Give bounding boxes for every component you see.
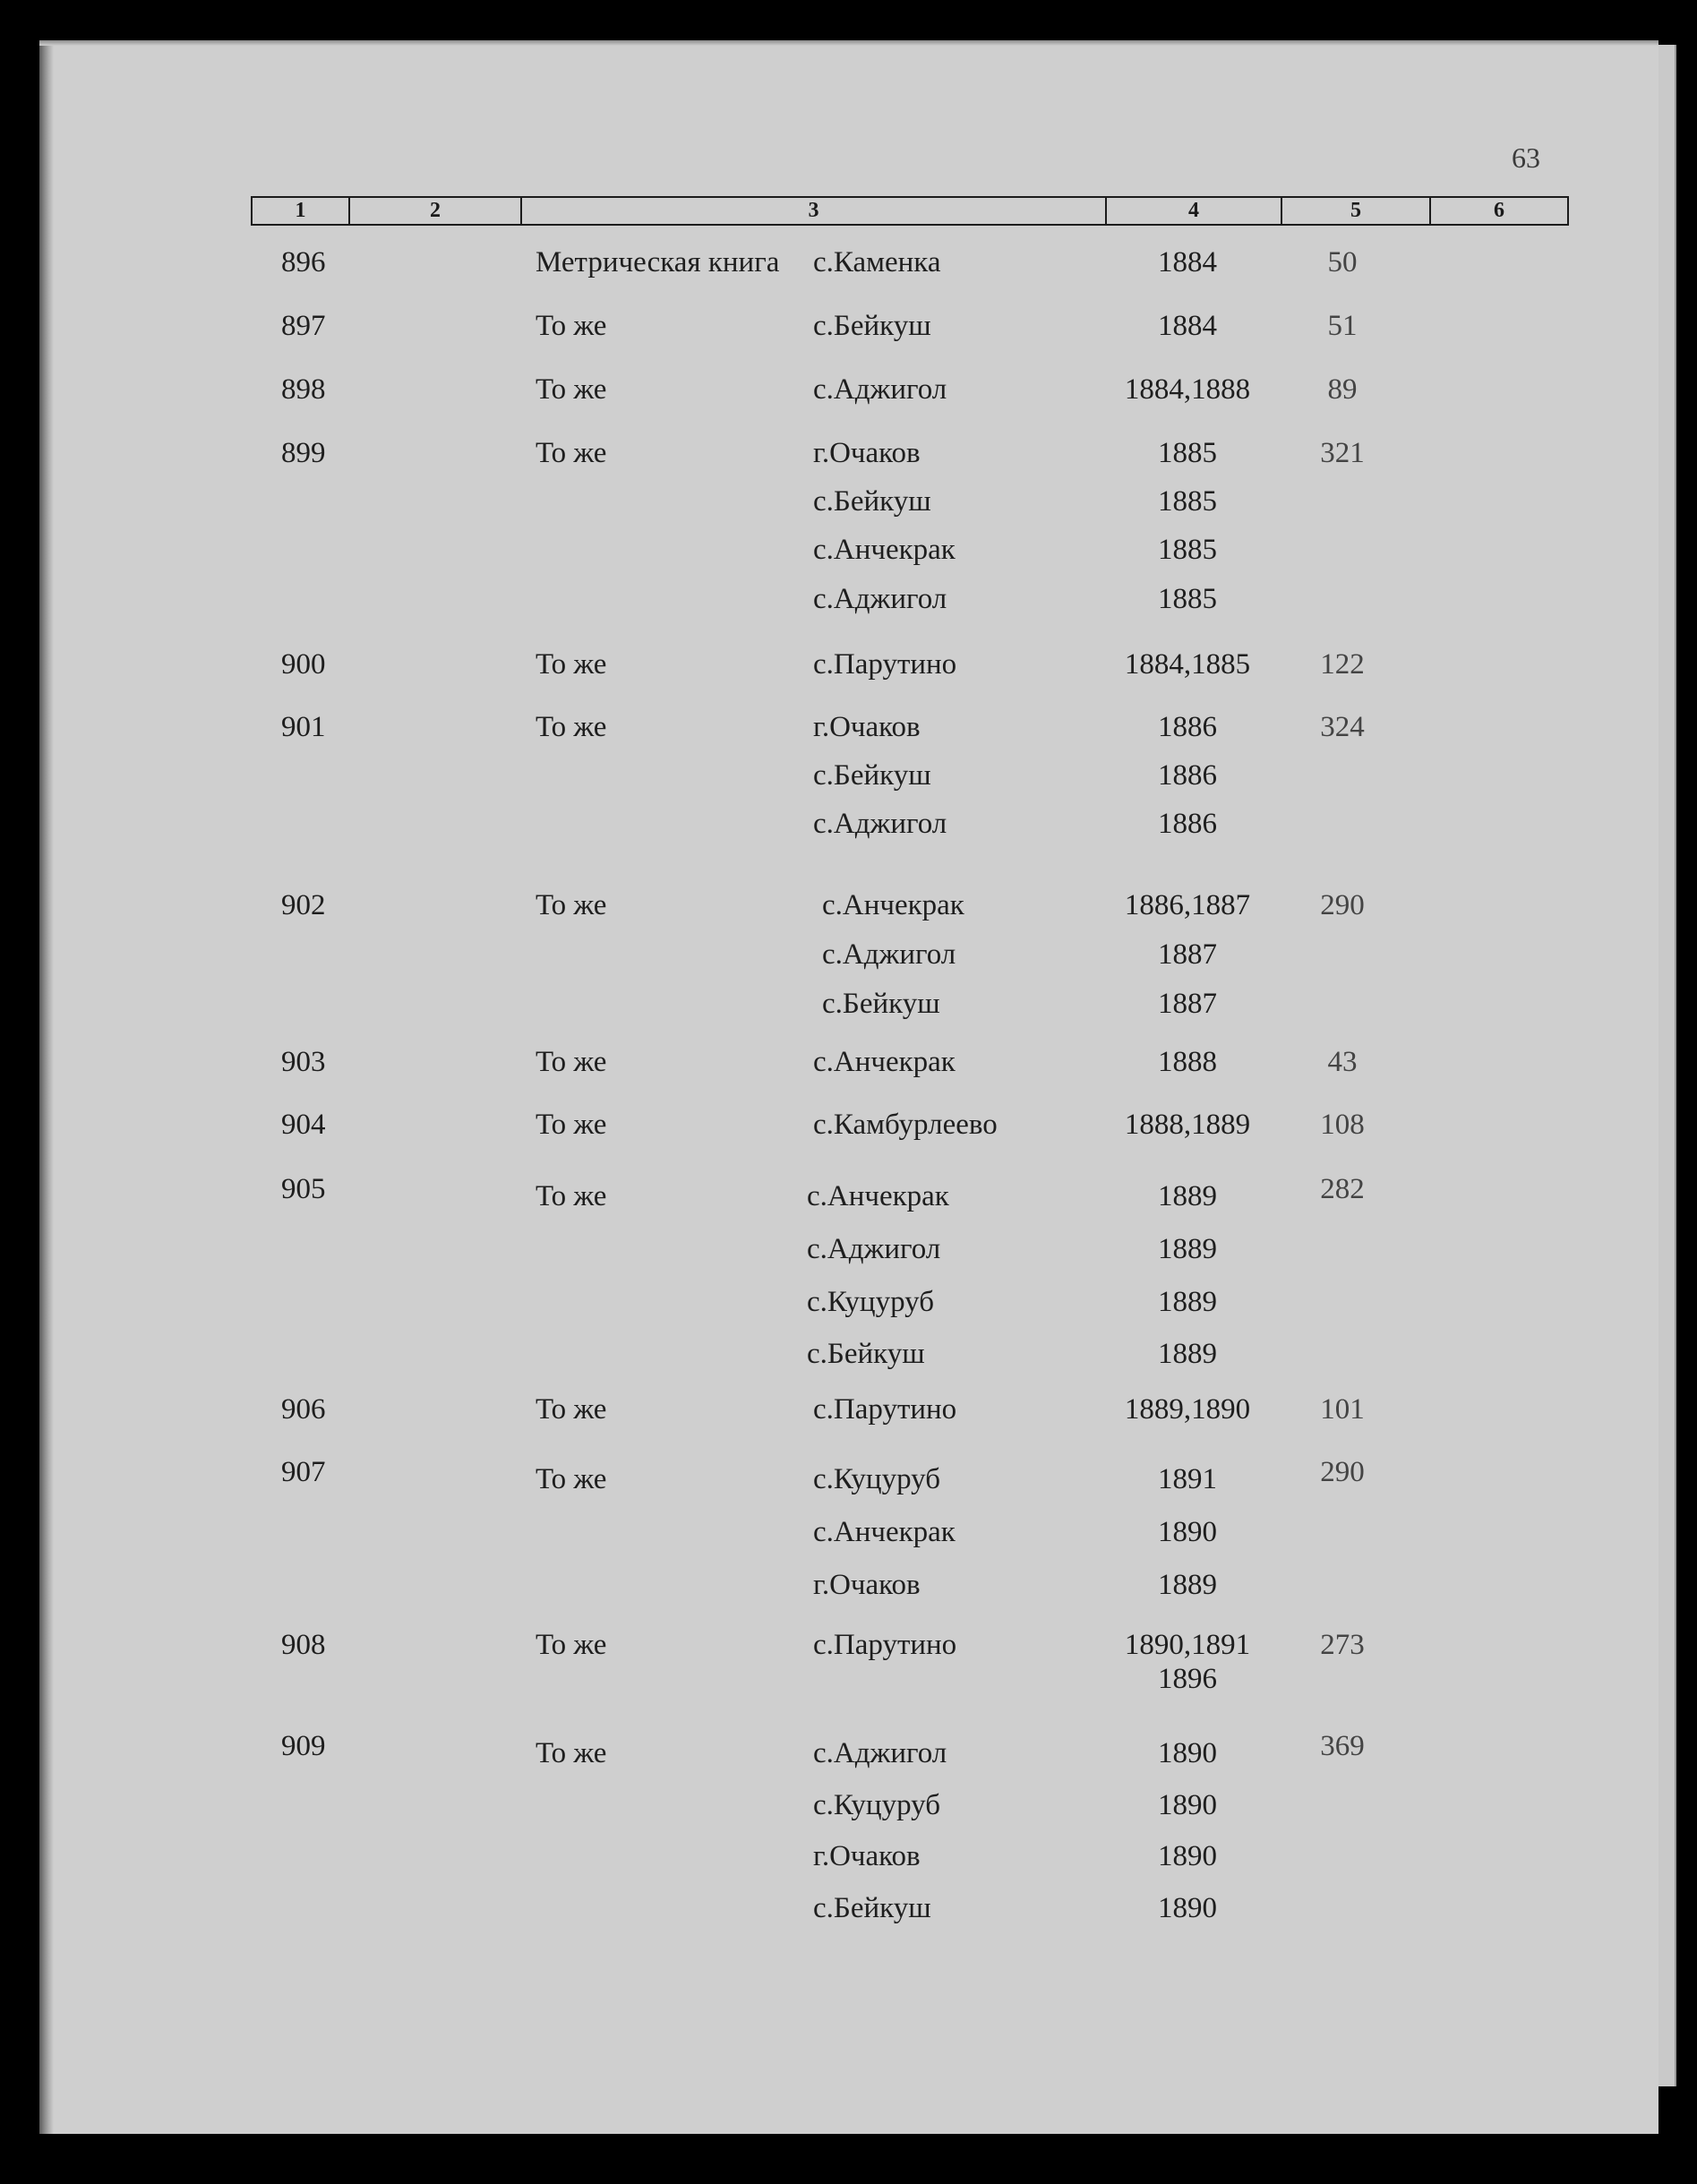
- record-year: 1885: [1158, 437, 1217, 469]
- record-year: 1886: [1158, 759, 1217, 792]
- sheet-count: 101: [1320, 1393, 1365, 1426]
- row-label: То же: [536, 1180, 607, 1212]
- record-year: 1889: [1158, 1338, 1217, 1370]
- settlement-name: с.Анчекрак: [822, 889, 964, 921]
- record-year: 1885: [1158, 583, 1217, 615]
- record-year: 1890: [1158, 1516, 1217, 1548]
- settlement-name: г.Очаков: [813, 437, 921, 469]
- sheet-count: 290: [1320, 1456, 1365, 1488]
- header-col-2: 2: [350, 198, 522, 224]
- row-number: 903: [281, 1046, 326, 1078]
- header-col-1: 1: [253, 198, 350, 224]
- record-year: 1884,1888: [1124, 373, 1251, 406]
- record-year: 1884,1885: [1124, 648, 1251, 681]
- settlement-name: с.Куцуруб: [813, 1463, 941, 1495]
- sheet-count: 282: [1320, 1173, 1365, 1205]
- sheet-count: 89: [1327, 373, 1358, 406]
- row-number: 902: [281, 889, 326, 921]
- settlement-name: с.Куцуруб: [807, 1286, 935, 1318]
- page-binding-shadow: [39, 40, 54, 2134]
- row-number: 897: [281, 310, 326, 342]
- record-year: 1890,1891: [1124, 1629, 1251, 1661]
- row-label: То же: [536, 1629, 607, 1661]
- row-label: То же: [536, 1046, 607, 1078]
- sheet-count: 324: [1320, 711, 1365, 743]
- sheet-count: 321: [1320, 437, 1365, 469]
- row-label: То же: [536, 1393, 607, 1426]
- settlement-name: с.Анчекрак: [813, 1046, 956, 1078]
- row-label: То же: [536, 310, 607, 342]
- record-year: 1886: [1158, 711, 1217, 743]
- sheet-count: 51: [1327, 310, 1358, 342]
- row-label: То же: [536, 437, 607, 469]
- record-year: 1890: [1158, 1840, 1217, 1872]
- row-label: То же: [536, 1737, 607, 1769]
- row-number: 904: [281, 1109, 326, 1141]
- record-year: 1887: [1158, 988, 1217, 1020]
- page-top-shadow: [39, 40, 1658, 46]
- header-col-5: 5: [1282, 198, 1431, 224]
- sheet-count: 50: [1327, 246, 1358, 278]
- settlement-name: с.Анчекрак: [813, 1516, 956, 1548]
- record-year: 1884: [1158, 246, 1217, 278]
- row-number: 898: [281, 373, 326, 406]
- record-year: 1890: [1158, 1737, 1217, 1769]
- table-header-row: [251, 196, 1569, 226]
- row-label: То же: [536, 1109, 607, 1141]
- sheet-count: 290: [1320, 889, 1365, 921]
- sheet-count: 108: [1320, 1109, 1365, 1141]
- record-year: 1888: [1158, 1046, 1217, 1078]
- sheet-count: 273: [1320, 1629, 1365, 1661]
- header-col-4: 4: [1107, 198, 1282, 224]
- settlement-name: с.Анчекрак: [813, 534, 956, 566]
- record-year: 1889: [1158, 1569, 1217, 1601]
- record-year: 1884: [1158, 310, 1217, 342]
- record-year: 1889: [1158, 1286, 1217, 1318]
- record-year: 1889: [1158, 1233, 1217, 1265]
- settlement-name: с.Бейкуш: [807, 1338, 925, 1370]
- row-number: 896: [281, 246, 326, 278]
- settlement-name: с.Аджигол: [807, 1233, 941, 1265]
- settlement-name: с.Аджигол: [813, 583, 947, 615]
- header-col-6: 6: [1494, 199, 1504, 222]
- record-year: 1887: [1158, 938, 1217, 971]
- record-year: 1886: [1158, 808, 1217, 840]
- settlement-name: с.Аджигол: [813, 808, 947, 840]
- record-year: 1889: [1158, 1180, 1217, 1212]
- page-number: 63: [1512, 141, 1540, 174]
- settlement-name: с.Парутино: [813, 1393, 957, 1426]
- row-number: 900: [281, 648, 326, 681]
- row-number: 901: [281, 711, 326, 743]
- row-number: 909: [281, 1730, 326, 1762]
- document-page: [39, 40, 1658, 2134]
- settlement-name: с.Бейкуш: [813, 759, 931, 792]
- settlement-name: с.Парутино: [813, 1629, 957, 1661]
- record-year: 1885: [1158, 485, 1217, 518]
- row-number: 905: [281, 1173, 326, 1205]
- settlement-name: с.Аджигол: [822, 938, 956, 971]
- settlement-name: с.Бейкуш: [813, 1892, 931, 1924]
- record-year: 1889,1890: [1124, 1393, 1251, 1426]
- row-label: То же: [536, 711, 607, 743]
- settlement-name: г.Очаков: [813, 1840, 921, 1872]
- record-year: 1891: [1158, 1463, 1217, 1495]
- header-col-3: 3: [522, 198, 1107, 224]
- settlement-name: с.Аджигол: [813, 373, 947, 406]
- settlement-name: с.Аджигол: [813, 1737, 947, 1769]
- row-label: То же: [536, 373, 607, 406]
- record-year: 1886,1887: [1124, 889, 1251, 921]
- record-year: 1888,1889: [1124, 1109, 1251, 1141]
- settlement-name: с.Бейкуш: [813, 310, 931, 342]
- settlement-name: с.Камбурлеево: [813, 1109, 998, 1141]
- settlement-name: с.Куцуруб: [813, 1789, 941, 1821]
- row-number: 899: [281, 437, 326, 469]
- sheet-count: 369: [1320, 1730, 1365, 1762]
- row-label: То же: [536, 889, 607, 921]
- record-year: 1890: [1158, 1789, 1217, 1821]
- settlement-name: с.Анчекрак: [807, 1180, 949, 1212]
- row-number: 907: [281, 1456, 326, 1488]
- row-label: То же: [536, 648, 607, 681]
- settlement-name: г.Очаков: [813, 1569, 921, 1601]
- row-number: 908: [281, 1629, 326, 1661]
- record-year: 1896: [1158, 1663, 1217, 1695]
- sheet-count: 122: [1320, 648, 1365, 681]
- settlement-name: с.Парутино: [813, 648, 957, 681]
- row-label: То же: [536, 1463, 607, 1495]
- record-year: 1885: [1158, 534, 1217, 566]
- settlement-name: с.Бейкуш: [822, 988, 940, 1020]
- settlement-name: с.Бейкуш: [813, 485, 931, 518]
- record-year: 1890: [1158, 1892, 1217, 1924]
- row-label: Метрическая книга: [536, 246, 780, 278]
- settlement-name: г.Очаков: [813, 711, 921, 743]
- row-number: 906: [281, 1393, 326, 1426]
- sheet-count: 43: [1327, 1046, 1358, 1078]
- settlement-name: с.Каменка: [813, 246, 941, 278]
